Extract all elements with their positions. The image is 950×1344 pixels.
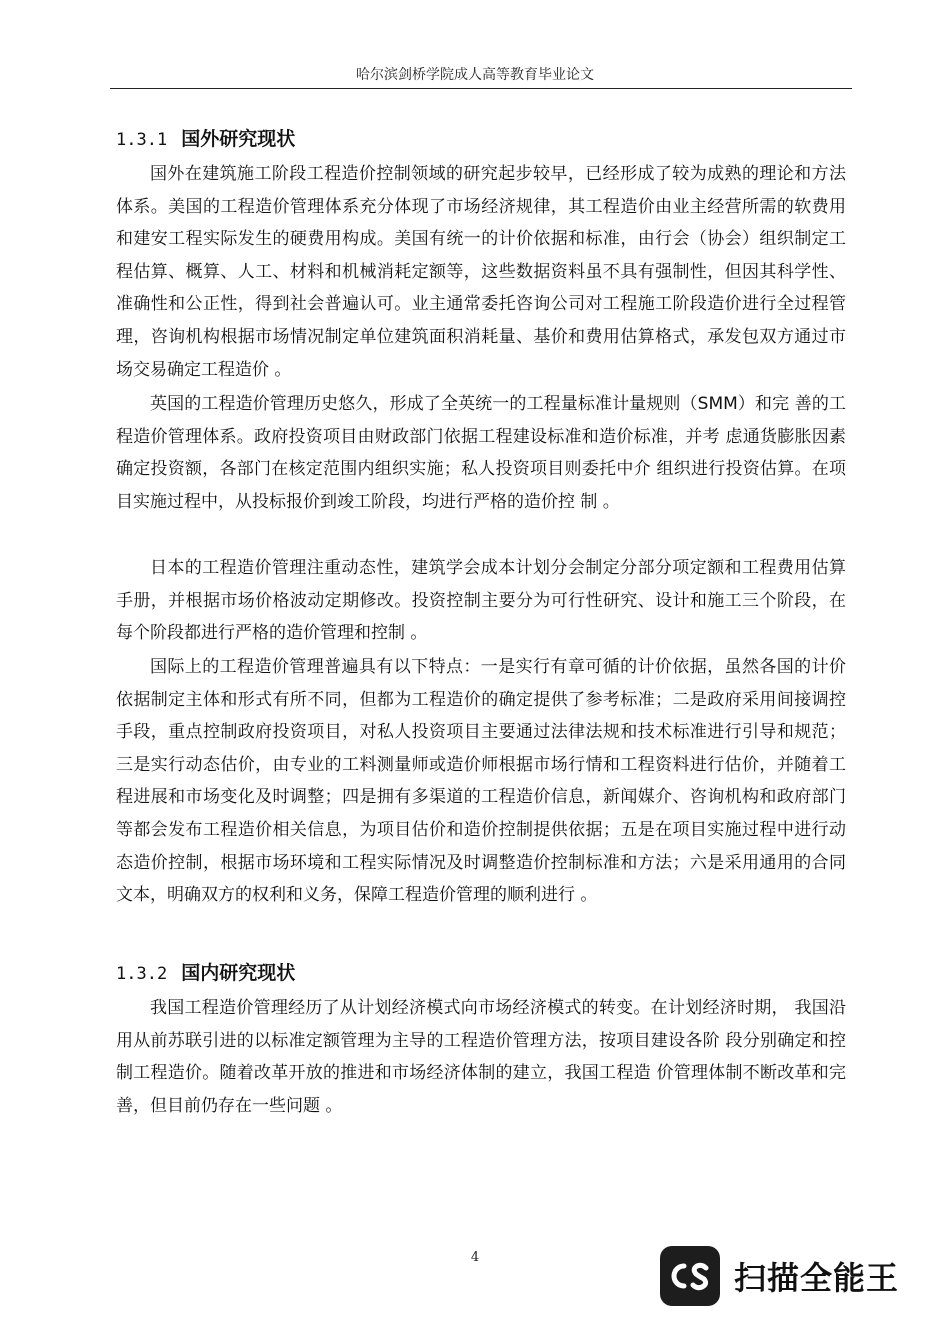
page-number: 4 xyxy=(470,1250,480,1265)
paragraph: 国际上的工程造价管理普遍具有以下特点：一是实行有章可循的计价依据，虽然各国的计价依据制定主体和形式有所不同，但都为工程造价的确定提供了参考标准；二是政府采用间接调控手段，重点控制政府投资项目，对私人投资项目主要通过法律法规和技术标准进行引导和规范；三是实行动态估价，由专业的工料测量师或造价师根据市场行情和工程资料进行估价，并随着工程进展和市场变化及时调整；四是拥有多渠道的工程造价信息，新闻媒介、咨询机构和政府部门等都会发布工程造价相关信息，为项目估价和造价控制提供依据；五是在项目实施过程中进行动态造价控制，根据市场环境和工程实际情况及时调整造价控制标准和方法；六是采用通用的合同文本，明确双方的权利和义务，保障工程造价管理的顺利进行 。 xyxy=(116,657,846,906)
section-heading-domestic xyxy=(116,958,295,985)
paragraph: 我国工程造价管理经历了从计划经济模式向市场经济模式的转变。在计划经济时期， 我国沿用从前苏联引进的以标准定额管理为主导的工程造价管理方法，按项目建设各阶 段分别确定和控制工程造价。随着改革开放的推进和市场经济体制的建立，我国工程造 价管理体制不断改革和完善，但目前仍存在一些问题 。 xyxy=(116,998,846,1116)
section-number: 1.3.2 xyxy=(116,964,168,984)
paragraph: 英国的工程造价管理历史悠久，形成了全英统一的工程量标准计量规则（SMM）和完 善的工程造价管理体系。政府投资项目由财政部门依据工程建设标准和造价标准，并考 虑通货膨胀因素确定投资额，各部门在核定范围内组织实施；私人投资项目则委托中介 组织进行投资估算。在项目实施过程中，从投标报价到竣工阶段，均进行严格的造价控 制 。 xyxy=(116,394,846,512)
section-number: 1.3.1 xyxy=(116,130,168,150)
paragraph: 国外在建筑施工阶段工程造价控制领域的研究起步较早，已经形成了较为成熟的理论和方法体系。美国的工程造价管理体系充分体现了市场经济规律，其工程造价由业主经营所需的软费用和建安工程实际发生的硬费用构成。美国有统一的计价依据和标准，由行会（协会）组织制定工程估算、概算、人工、材料和机械消耗定额等，这些数据资料虽不具有强制性，但因其科学性、准确性和公正性，得到社会普遍认可。业主通常委托咨询公司对工程施工阶段造价进行全过程管理，咨询机构根据市场情况制定单位建筑面积消耗量、基价和费用估算格式，承发包双方通过市场交易确定工程造价 。 xyxy=(116,164,846,380)
watermark-brand-text: 扫描全能王 xyxy=(734,1259,900,1297)
page-header-title: 哈尔滨剑桥学院成人高等教育毕业论文 xyxy=(356,67,594,83)
section-title-text: 国外研究现状 xyxy=(181,128,296,150)
camscanner-logo-icon xyxy=(660,1246,720,1306)
scanner-watermark xyxy=(660,1244,899,1308)
header-divider xyxy=(110,88,852,89)
section-heading-foreign xyxy=(116,124,295,151)
section-title-text: 国内研究现状 xyxy=(181,962,296,984)
paragraph: 日本的工程造价管理注重动态性，建筑学会成本计划分会制定分部分项定额和工程费用估算手册，并根据市场价格波动定期修改。投资控制主要分为可行性研究、设计和施工三个阶段，在每个阶段都进行严格的造价管理和控制 。 xyxy=(116,558,846,644)
